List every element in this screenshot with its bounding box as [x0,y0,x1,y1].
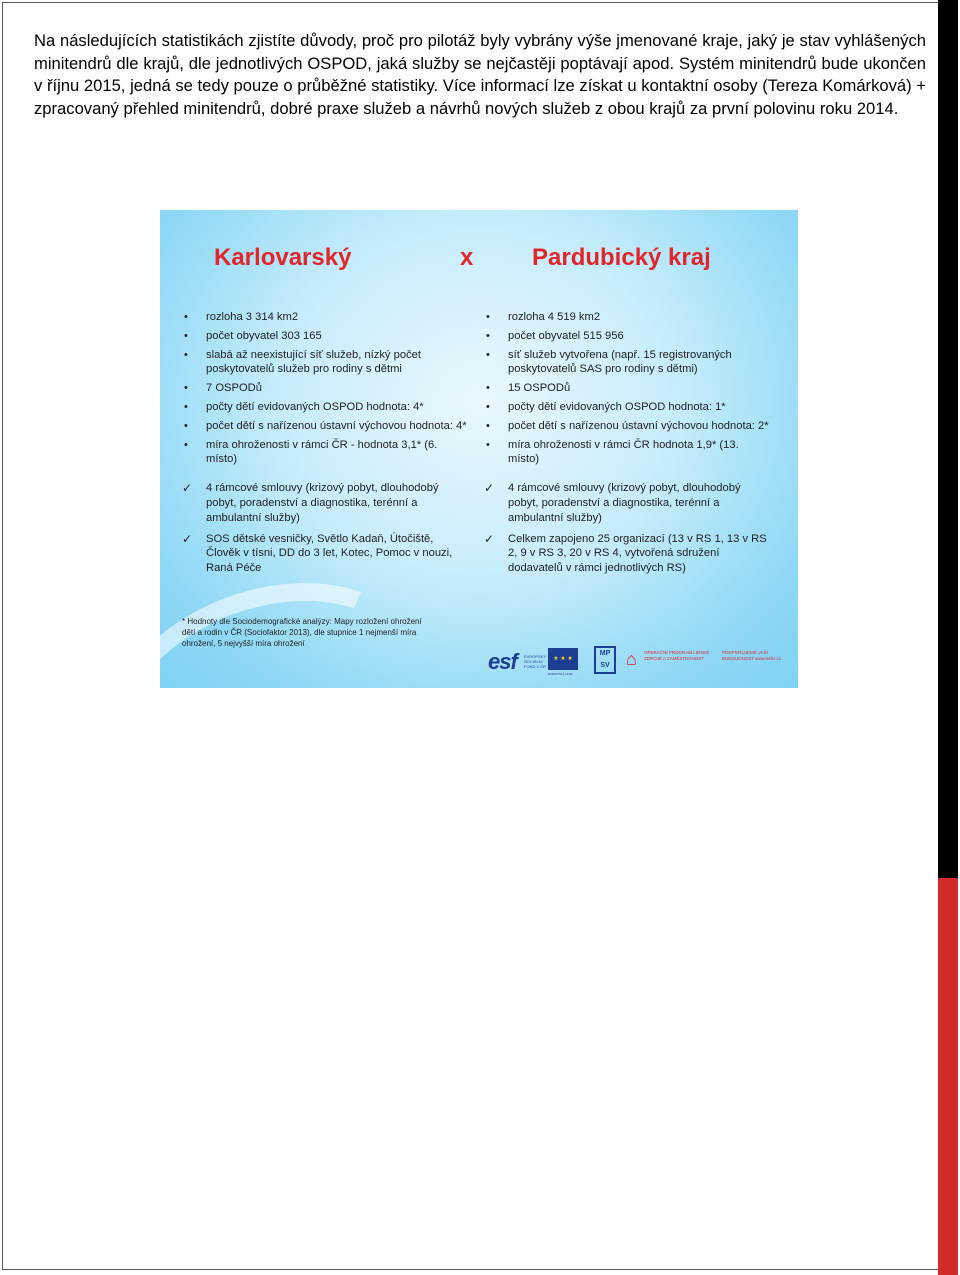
bullet-icon: • [184,400,188,413]
item-text: počty dětí evidovaných OSPOD hodnota: 4* [206,400,424,413]
bullet-icon: • [486,311,490,323]
left-check-list [182,481,468,576]
bullet-icon: • [486,382,490,395]
check-icon: ✓ [182,531,193,546]
mpsv-logo: MP SV [594,646,616,674]
eu-flag-icon: ★ ★ ★ [548,648,578,670]
item-text: slabá až neexistující síť služeb, nízký počet poskytovatelů služeb pro rodiny s dětmi [206,348,421,376]
bullet-icon: • [184,419,188,432]
slide-title-pardubicky: Pardubický kraj [532,244,711,271]
check-icon: ✓ [182,481,193,496]
bullet-icon: • [486,438,490,451]
list-item [484,348,770,378]
list-item [182,481,468,525]
right-column [484,310,770,582]
side-bar-black [938,0,958,878]
item-text: 4 rámcové smlouvy (krizový pobyt, dlouhodobý pobyt, poradenství a diagnostika, terénní a ambulantní služby) [508,482,741,524]
item-text: 4 rámcové smlouvy (krizový pobyt, dlouhodobý pobyt, poradenství a diagnostika, terénní a ambulantní služby) [206,482,439,524]
item-text: síť služeb vytvořena (např. 15 registrovaných poskytovatelů SAS pro rodiny s dětmi) [508,348,732,376]
list-item [484,310,770,325]
logo-strip [486,646,792,680]
list-item [182,438,468,468]
left-bullet-list [182,310,468,467]
slide-title-x: x [460,244,474,271]
slide-image [160,210,798,688]
esf-logo: esf [488,649,517,674]
item-text: rozloha 3 314 km2 [206,311,299,323]
oplzz-icon: ⌂ [626,649,637,669]
check-icon: ✓ [484,531,495,546]
item-text: 15 OSPODů [508,382,571,395]
bullet-icon: • [184,382,188,395]
list-item [484,532,770,576]
list-item [182,419,468,434]
bullet-icon: • [486,400,490,413]
item-text: Celkem zapojeno 25 organizací (13 v RS 1, 13 v RS 2, 9 v RS 3, 20 v RS 4, vytvořená sdružení dodavatelů v rámci jednotlivých RS) [508,532,767,575]
bullet-icon: • [486,348,490,361]
bullet-icon: • [184,438,188,451]
list-item [182,532,468,576]
list-item [484,381,770,396]
list-item [182,310,468,325]
item-text: počet obyvatel 515 956 [508,329,624,342]
item-text: počet obyvatel 303 165 [206,329,322,342]
bullet-icon: • [184,348,188,361]
bullet-icon: • [184,329,188,342]
oplzz-logo-text: OPERAČNÍ PROGRAM LIDSKÉ ZDROJE A ZAMĚSTNANOST [644,650,710,661]
item-text: rozloha 4 519 km2 [508,311,601,323]
item-text: 7 OSPODů [206,382,262,395]
list-item [484,438,770,468]
list-item [182,400,468,415]
item-text: počty dětí evidovaných OSPOD hodnota: 1* [508,400,726,413]
item-text: míra ohroženosti v rámci ČR - hodnota 3,1* (6. místo) [206,438,438,466]
right-check-list [484,481,770,576]
right-bullet-list [484,310,770,467]
list-item [484,481,770,525]
eu-logo-text: EVROPSKÁ UNIE [548,672,573,676]
podporujeme-logo-text: PODPORUJEME VAŠI BUDOUCNOST www.esfcr.cz [722,650,782,661]
list-item [484,400,770,415]
left-column [182,310,468,582]
slide-title-karlovarsky: Karlovarský [214,244,352,271]
bullet-icon: • [486,419,490,432]
check-icon: ✓ [484,481,495,496]
item-text: SOS dětské vesničky, Světlo Kadaň, Útočiště, Člověk v tísni, DD do 3 let, Kotec, Pomoc v nouzi, Raná Péče [206,532,453,575]
list-item [484,329,770,344]
list-item [484,419,770,434]
bullet-icon: • [486,329,490,342]
side-bar-red [938,878,958,1275]
list-item [182,381,468,396]
item-text: míra ohroženosti v rámci ČR hodnota 1,9* (13. místo) [508,438,739,466]
slide-footnote: * Hodnoty dle Sociodemografické analýzy: Mapy rozložení ohrožení dětí a rodin v ČR (Sociofaktor 2013), dle stupnice 1 nejmenší míra ohrožení, 5 nejvyšší míra ohrožení [182,617,422,648]
intro-paragraph: Na následujících statistikách zjistíte důvody, proč pro pilotáž byly vybrány výše jmenované kraje, jaký je stav vyhlášených minitendrů dle krajů, dle jednotlivých OSPOD, jaká služby se nejčastěji poptávají apod. Systém minitendrů bude ukončen v říjnu 2015, jedná se tedy pouze o průběžné statistiky. Více informací lze získat u kontaktní osoby (Tereza Komárková) + zpracovaný přehled minitendrů, dobré praxe služeb a návrhů nových služeb z obou krajů za první polovinu roku 2014. [34,31,926,118]
item-text: počet dětí s nařízenou ústavní výchovou hodnota: 2* [508,419,769,432]
item-text: počet dětí s nařízenou ústavní výchovou hodnota: 4* [206,419,467,432]
bullet-icon: • [184,311,188,323]
esf-logo-text: EVROPSKÝ SOCIÁLNÍ FOND V ČR [524,654,547,669]
list-item [182,348,468,378]
list-item [182,329,468,344]
